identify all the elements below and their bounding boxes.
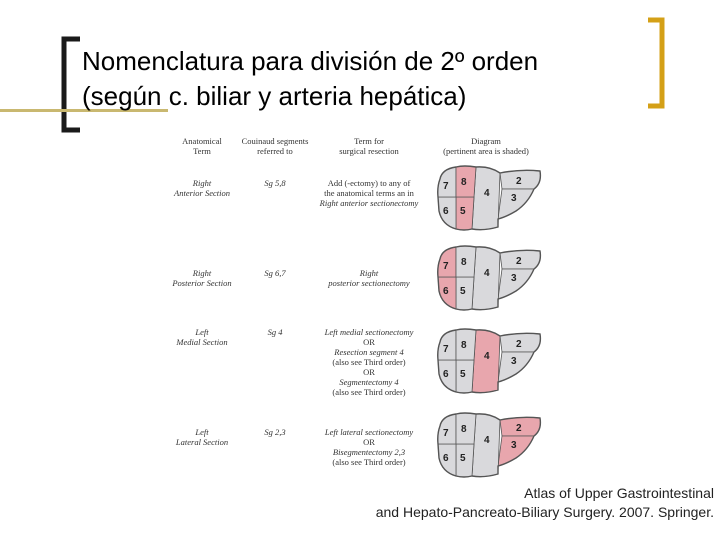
row-1-segments: Sg 5,8 [264,178,286,188]
segment-4-label: 4 [484,351,490,362]
segment-3-label: 3 [511,273,517,284]
segment-4-label: 4 [484,188,490,199]
row-4-anatomical: Left Lateral Section [175,427,229,447]
segment-2-label: 2 [516,176,522,187]
row-2-segments: Sg 6,7 [264,268,286,278]
segment-2-label: 2 [516,256,522,267]
segment-5-label: 5 [460,286,466,297]
segment-3-label: 3 [511,193,517,204]
segment-5-label: 5 [460,369,466,380]
liver-diagram-1 [434,163,546,231]
header-diagram: Diagram (pertinent area is shaded) [443,136,529,156]
segment-5-label: 5 [460,453,466,464]
liver-diagram-4 [434,410,546,478]
segment-6-label: 6 [443,369,449,380]
row-4-surgical: Left lateral sectionectomy OR Bisegmentectomy 2,3 (also see Third order) [324,427,414,467]
right-bracket [644,14,674,114]
segment-2-label: 2 [516,423,522,434]
source-credit [376,484,714,522]
segment-2-label: 2 [516,339,522,350]
row-2-anatomical: Right Posterior Section [172,268,232,288]
segment-3-label: 3 [511,440,517,451]
liver-diagram-3 [434,326,546,394]
row-1-anatomical: Right Anterior Section [174,178,230,198]
segment-7-label: 7 [443,428,449,439]
segment-6-label: 6 [443,206,449,217]
row-3-anatomical: Left Medial Section [176,327,228,347]
row-3-segments: Sg 4 [267,327,283,337]
segment-8-label: 8 [461,424,467,435]
row-2-surgical: Right posterior sectionectomy [328,268,410,288]
segment-7-label: 7 [443,344,449,355]
row-4-segments: Sg 2,3 [264,427,286,437]
segment-7-label: 7 [443,181,449,192]
segment-4-label: 4 [484,435,490,446]
header-surgical-term: Term for surgical resection [339,136,399,156]
segment-3-label: 3 [511,356,517,367]
segment-8-label: 8 [461,177,467,188]
credit-line-2: and Hepato-Pancreato-Biliary Surgery. 2007. Springer. [375,504,714,520]
row-1-surgical: Add (-ectomy) to any of the anatomical terms an in Right anterior sectionectomy [319,178,419,208]
header-couinaud-segments: Couinaud segments referred to [241,136,309,156]
segment-7-label: 7 [443,261,449,272]
slide-title [82,44,642,114]
credit-line-1: Atlas of Upper Gastrointestinal [524,485,714,501]
segment-8-label: 8 [461,257,467,268]
title-line-1: Nomenclatura para división de 2º orden [82,46,539,76]
segment-4-label: 4 [484,268,490,279]
row-3-surgical: Left medial sectionectomy OR Resection segment 4 (also see Third order) OR Segmentectomy 4 (also see Third order) [324,327,414,397]
liver-diagram-2 [434,243,546,311]
segment-6-label: 6 [443,453,449,464]
segment-8-label: 8 [461,340,467,351]
title-line-2: (según c. biliar y arteria hepática) [82,81,467,111]
header-anatomical-term: Anatomical Term [182,136,222,156]
segment-5-label: 5 [460,206,466,217]
segment-6-label: 6 [443,286,449,297]
